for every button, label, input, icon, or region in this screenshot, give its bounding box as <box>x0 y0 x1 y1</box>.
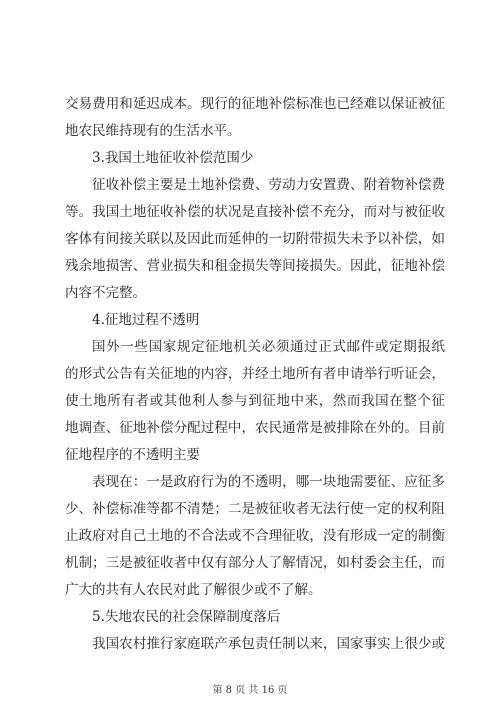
section-heading: 3.我国土地征收补偿范围少 <box>92 150 254 166</box>
body-line: 机制；三是被征收者中仅有部分人了解情况，如村委会主任，而 <box>65 555 445 571</box>
section-heading: 5.失地农民的社会保障制度落后 <box>92 609 281 625</box>
page-footer: 第 8 页 共 16 页 <box>212 685 288 696</box>
body-line: 内容不完整。 <box>65 285 146 301</box>
body-line: 使土地所有者或其他利人参与到征地中来，然而我国在整个征 <box>65 393 445 409</box>
body-line: 国外一些国家规定征地机关必须通过正式邮件或定期报纸 <box>92 339 445 355</box>
body-line: 征收补偿主要是土地补偿费、劳动力安置费、附着物补偿费 <box>92 177 445 193</box>
body-line: 的形式公告有关征地的内容，并经土地所有者申请举行听证会， <box>65 366 445 382</box>
body-line: 我国农村推行家庭联产承包责任制以来，国家事实上很少或 <box>92 636 445 652</box>
body-line: 少、补偿标准等都不清楚；二是被征收者无法行使一定的权利阻 <box>65 501 445 517</box>
body-line: 广大的共有人农民对此了解很少或不了解。 <box>65 582 322 598</box>
section-heading: 4.征地过程不透明 <box>92 312 200 328</box>
body-line: 地调查、征地补偿分配过程中，农民通常是被排除在外的。目前 <box>65 420 445 436</box>
body-line: 等。我国土地征收补偿的状况是直接补偿不充分，而对与被征收 <box>65 204 445 220</box>
body-line: 征地程序的不透明主要 <box>65 447 200 463</box>
body-line: 客体有间接关联以及因此而延伸的一切附带损失未予以补偿，如 <box>65 231 445 247</box>
body-line: 地农民维持现有的生活水平。 <box>65 123 241 139</box>
body-line: 交易费用和延迟成本。现行的征地补偿标准也已经难以保证被征 <box>65 96 445 112</box>
body-line: 表现在：一是政府行为的不透明，哪一块地需要征、应征多 <box>92 474 445 490</box>
body-line: 止政府对自己土地的不合法或不合理征收，没有形成一定的制衡 <box>65 528 445 544</box>
body-line: 残余地损害、营业损失和租金损失等间接损失。因此，征地补偿 <box>65 258 445 274</box>
